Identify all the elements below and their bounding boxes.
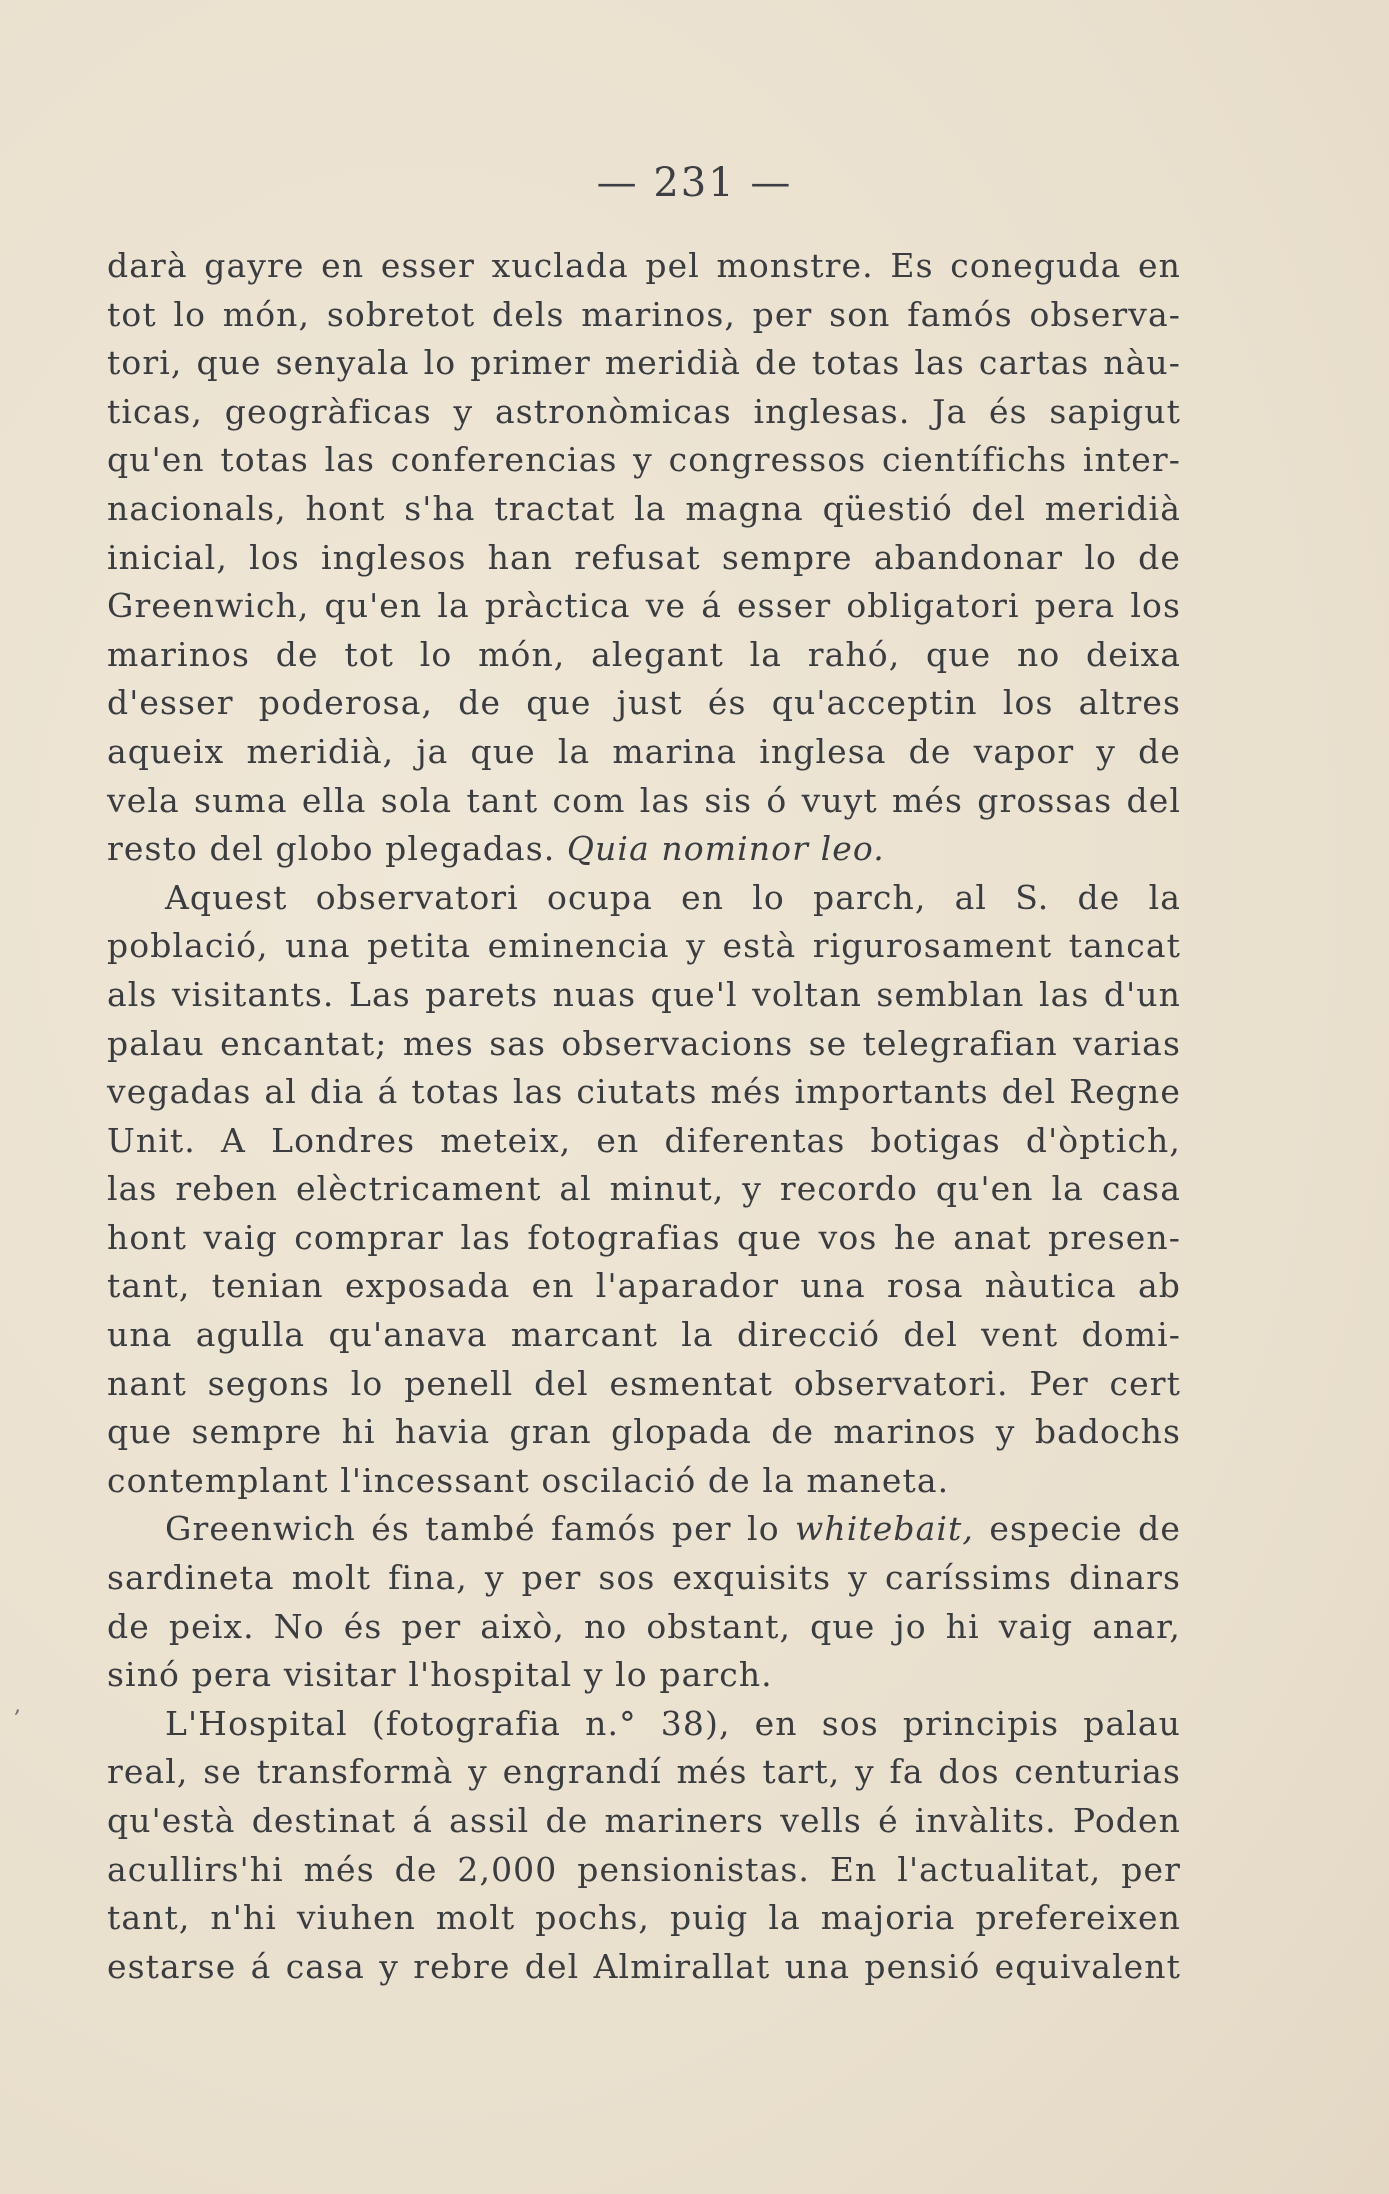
text-line: vegadas al dia á totas las ciutats més importants del Regne bbox=[107, 1072, 1181, 1112]
text-line: hont vaig comprar las fotografias que vos he anat presen- bbox=[107, 1217, 1181, 1257]
page-number: — 231 — bbox=[596, 160, 793, 206]
text-line: als visitants. Las parets nuas que'l voltan semblan las d'un bbox=[107, 974, 1181, 1014]
text-line: qu'està destinat á assil de mariners vells é invàlits. Poden bbox=[107, 1801, 1181, 1840]
text-line: resto del globo plegadas. Quia nominor leo. bbox=[107, 829, 885, 869]
text-line: marinos de tot lo món, alegant la rahó, que no deixa bbox=[107, 634, 1181, 674]
text-line: inicial, los inglesos han refusat sempre abandonar lo de bbox=[107, 537, 1181, 577]
text-line: una agulla qu'anava marcant la direcció del vent domi- bbox=[107, 1315, 1181, 1355]
margin-mark: , bbox=[14, 1693, 21, 1718]
text-line: tot lo món, sobretot dels marinos, per son famós observa- bbox=[107, 294, 1181, 334]
body-text bbox=[107, 242, 1181, 1991]
text-line: tant, n'hi viuhen molt pochs, puig la majoria prefereixen bbox=[107, 1898, 1181, 1938]
text-line: nant segons lo penell del esmentat observatori. Per cert bbox=[107, 1363, 1181, 1403]
text-line: vela suma ella sola tant com las sis ó vuyt més grossas del bbox=[107, 780, 1181, 820]
text-line: aqueix meridià, ja que la marina inglesa de vapor y de bbox=[107, 731, 1181, 771]
text-line: tori, que senyala lo primer meridià de totas las cartas nàu- bbox=[107, 343, 1181, 383]
text-line: las reben elèctricament al minut, y recordo qu'en la casa bbox=[107, 1169, 1181, 1209]
text-line: estarse á casa y rebre del Almirallat una pensió equivalent bbox=[107, 1946, 1181, 1986]
text-line: L'Hospital (fotografia n.° 38), en sos principis palau bbox=[165, 1703, 1181, 1743]
italic-phrase: Quia nominor leo. bbox=[566, 829, 885, 869]
text-line: de peix. No és per això, no obstant, que jo hi vaig anar, bbox=[107, 1606, 1181, 1646]
text-line: Aquest observatori ocupa en lo parch, al S. de la bbox=[165, 877, 1181, 917]
text-line: d'esser poderosa, de que just és qu'acceptin los altres bbox=[107, 683, 1181, 723]
text-line: sinó pera visitar l'hospital y lo parch. bbox=[107, 1655, 773, 1695]
text-line: darà gayre en esser xuclada pel monstre. Es coneguda en bbox=[107, 246, 1181, 285]
text-line: tant, tenian exposada en l'aparador una rosa nàutica ab bbox=[107, 1266, 1181, 1306]
text-line: Unit. A Londres meteix, en diferentas botigas d'òptich, bbox=[107, 1120, 1181, 1160]
text-line: contemplant l'incessant oscilació de la maneta. bbox=[107, 1460, 950, 1500]
text-line: Greenwich, qu'en la pràctica ve á esser obligatori pera los bbox=[107, 586, 1181, 626]
text-line: palau encantat; mes sas observacions se telegrafian varias bbox=[107, 1023, 1181, 1063]
italic-phrase: whitebait, bbox=[795, 1509, 974, 1549]
text-line: que sempre hi havia gran glopada de marinos y badochs bbox=[107, 1412, 1181, 1452]
text-line: ticas, geogràficas y astronòmicas inglesas. Ja és sapigut bbox=[107, 391, 1181, 431]
text-line: sardineta molt fina, y per sos exquisits y caríssims dinars bbox=[107, 1558, 1181, 1598]
text-line: Greenwich és també famós per lo whitebait, especie de bbox=[165, 1509, 1181, 1549]
text-line: nacionals, hont s'ha tractat la magna qüestió del meridià bbox=[107, 488, 1181, 528]
text-line: real, se transformà y engrandí més tart, y fa dos centurias bbox=[107, 1752, 1181, 1792]
text-line: qu'en totas las conferencias y congressos científichs inter- bbox=[107, 440, 1181, 480]
text-line: acullirs'hi més de 2,000 pensionistas. En l'actualitat, per bbox=[107, 1849, 1181, 1889]
text-line: població, una petita eminencia y està rigurosament tancat bbox=[107, 926, 1181, 966]
